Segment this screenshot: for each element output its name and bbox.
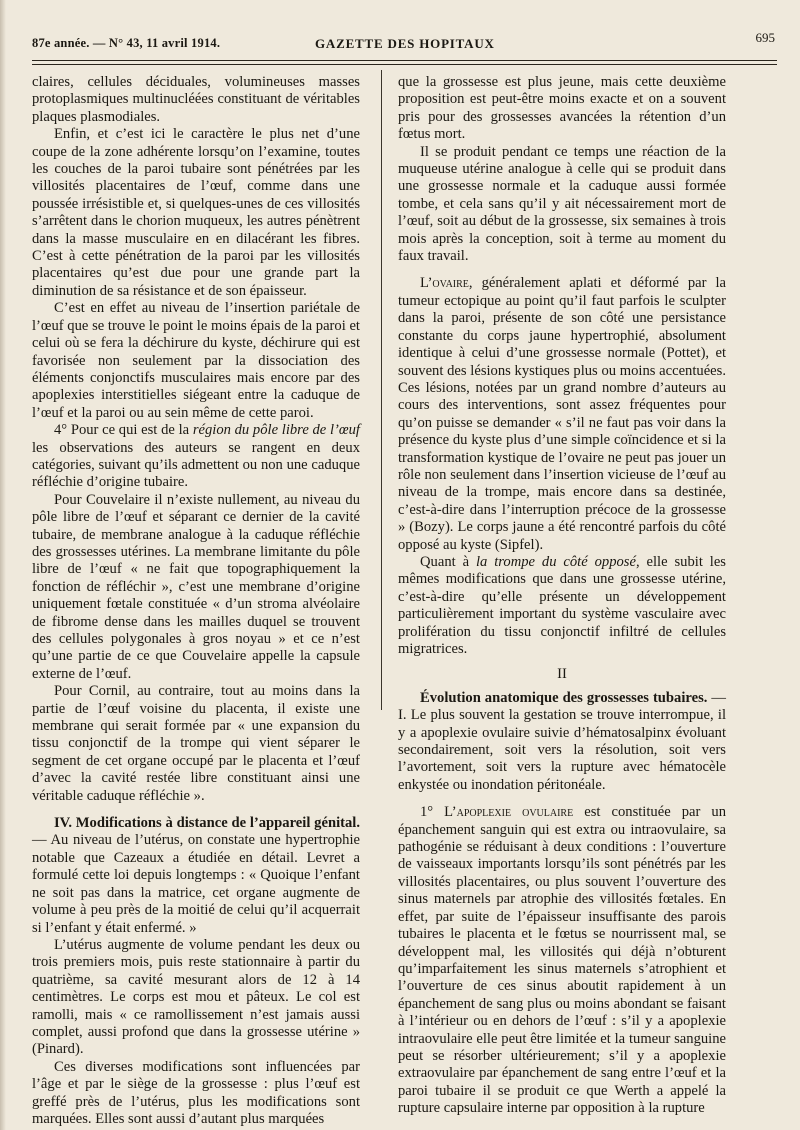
paragraph: L’utérus augmente de volume pendant les deux ou trois premiers mois, puis reste stationnaire à partir du quatrième, sa cavité mesurant alors de 12 à 14 centimètres. Le corps est mou et pâteux. Le col est ramolli, mais « ce ramollissement n’est jamais aussi complet, aussi profond que dans la grossesse utérine » (Pinard). bbox=[32, 936, 360, 1058]
paragraph: Il se produit pendant ce temps une réaction de la muqueuse utérine analogue à celle qui se produit dans une grossesse normale et la caduque aussi formée tombe, et cela sans qu’il y ait nécessairement mort de l’œuf, soit au début de la grossesse, six semaines à trois mois après la conception, soit à terme au moment du faux travail. bbox=[398, 143, 726, 265]
paragraph-rest: , elle subit les mêmes modifications que dans une grossesse utérine, c’est-à-dire qu’elle présente un développement particulièrement important du système vasculaire avec prolifération du tissu conjonctif infiltré de cellules migratrices. bbox=[398, 553, 726, 657]
paragraph-rest: — I. Le plus souvent la gestation se trouve interrompue, il y a apoplexie ovulaire suivie d’hématosalpinx évoluant secondairement, soit vers la résolution, soit vers l’avortement, soit vers la rupture avec hématocèle enkystée ou inondation péritonéale. bbox=[398, 689, 726, 793]
small-caps-term: 1° L’apoplexie ovulaire bbox=[420, 804, 574, 821]
column-divider bbox=[381, 70, 382, 710]
paragraph-lead: 4° Pour ce qui est de la bbox=[54, 422, 193, 439]
paragraph-rest: — Au niveau de l’utérus, on constate une hypertrophie notable que Cazeaux a étudiée en détail. Levret a formulé cette loi depuis longtemps : « Quoique l’enfant ne soit pas dans la matrice, cet organe augmente de volume à peu près de la moitié de celui qu’il acquerrait si l’enfant y était enfermé. » bbox=[32, 832, 360, 936]
paragraph: C’est en effet au niveau de l’insertion pariétale de l’œuf que se trouve le point le moins épais de la paroi et celui où se fera la déchirure du kyste, déchirure qui est favorisée non seulement par la dissociation des éléments conjonctifs musculaires mais encore par des apoplexies interstitielles siégeant entre la caduque de l’œuf et la paroi ou au sein même de cette paroi. bbox=[32, 300, 360, 421]
spacer bbox=[398, 794, 726, 804]
paragraph bbox=[398, 804, 726, 1117]
paragraph: Pour Couvelaire il n’existe nullement, au niveau du pôle libre de l’œuf et séparant ce dernier de la cavité tubaire, de membrane analogue à la caduque réfléchie des grossesses utérines. La membrane limitante du pôle libre de l’œuf « ne fait que topographiquement la fonction de réfléchir », c’est une membrane d’origine uniquement fœtale constituée « d’un stroma alvéolaire de fibrome dense dans les mailles duquel se trouvent des cellules polygonales à gros noyau » et ce n’est qu’une partie de ce que Couvelaire appelle la capsule externe de l’œuf. bbox=[32, 491, 360, 682]
section-number: II bbox=[557, 666, 567, 683]
paragraph-lead: Quant à bbox=[420, 553, 476, 570]
paragraph: Pour Cornil, au contraire, tout au moins dans la partie de l’œuf voisine du placenta, il existe une membrane qui serait formée par « une expansion du tissu conjonctif de la trompe qui vient séparer le segment de cet organe occupé par le placenta et l’œuf d’avec la cavité restée libre constituant ainsi une véritable caduque réfléchie ». bbox=[32, 683, 360, 804]
paragraph: Enfin, et c’est ici le caractère le plus net d’une coupe de la zone adhérente lorsqu’on l’examine, toutes les couches de la paroi tubaire sont pénétrées par les villosités placentaires de l’œuf, comme dans une poussée irrésistible et, si quelques-unes de ces villosités s’arrêtent dans le chorion muqueux, les autres pénètrent dans la masse musculaire en en dilacérant les fibres. C’est à cette pénétration de la paroi par les villosités placentaires qu’est due pour une grande part la diminution de sa résistance et de son épaisseur. bbox=[32, 126, 360, 299]
page-edge-shadow bbox=[0, 0, 6, 1130]
section-paragraph bbox=[32, 815, 360, 937]
section-heading: Évolution anatomique des grossesses tubaires. bbox=[420, 689, 708, 706]
paragraph: Ces diverses modifications sont influencées par l’âge et par le siège de la grossesse : plus l’œuf est greffé près de l’utérus, plus les modifications sont marquées. Elles sont aussi d’autant plus marquées bbox=[32, 1058, 360, 1127]
header-rule-top bbox=[32, 60, 777, 61]
spacer bbox=[32, 805, 360, 815]
header-rule-bottom bbox=[32, 64, 777, 65]
paragraph-rest: est constituée par un épanchement sanguin qui est extra ou intraovulaire, sa pathogénie se réduisant à deux conditions : l’ouverture de vaisseaux importants lorsqu’ils sont pénétrés par les villosités placentaires, ou plus souvent l’ouverture des sinus maternels par atrophie des villosités fœtales. En effet, par suite de l’épaisseur insuffisante des parois tubaires le placenta et le fœtus se nourrissent mal, se développent mal, les villosités qui déjà n’obturent qu’imparfaitement les sinus maternels s’atrophient et l’ouverture de ces sinus aboutit rapidement à un épanchement de sang plus ou moins abondant se faisant à l’intérieur ou en dehors de l’œuf : s’il y a apoplexie intraovulaire elle peut être limitée et la tumeur sanguine peut se résorber ultérieurement; s’il y a apoplexie extraovulaire par épanchement de sang entre l’œuf et la paroi tubaire il se produit ce que Werth a appelé la rupture capsulaire interne par opposition à la rupture bbox=[398, 804, 726, 1117]
paragraph: claires, cellules déciduales, volumineuses masses protoplasmiques multinucléées constituant de véritables plaques plasmodiales. bbox=[32, 74, 360, 125]
paragraph-rest: , généralement aplati et déformé par la tumeur ectopique au point qu’il faut parfois le sculpter dans la paroi, présente de son côté une persistance constante du corps jaune hypertrophié, absolument identique à celui d’une grossesse normale (Pottet), et souvent des lésions kystiques plus ou moins accentuées. Ces lésions, notées par un grand nombre d’auteurs au cours des interventions, sont assez fréquentes pour qu’on puisse se demander « s’il ne faut pas voir dans la présence du kyste plus d’une simple coïncidence et si la transformation kystique de l’ovaire ne peut pas jouer un rôle non seulement dans l’insertion vicieuse de l’œuf au niveau de la trompe, mais encore dans sa destinée, c’est-à-dire dans l’interruption précoce de la grossesse » (Bozy). Le corps jaune a été rencontré parfois du côté opposé au kyste (Sipfel). bbox=[398, 275, 726, 553]
italic-term: région du pôle libre de l’œuf bbox=[192, 422, 360, 439]
issue-info: 87e année. — N° 43, 11 avril 1914. bbox=[32, 36, 221, 50]
section-paragraph bbox=[398, 690, 726, 794]
italic-term: la trompe du côté opposé bbox=[475, 553, 636, 570]
small-caps-term: L’ovaire bbox=[420, 275, 469, 292]
paragraph bbox=[398, 554, 726, 658]
paragraph bbox=[32, 422, 360, 492]
right-column bbox=[398, 74, 726, 1117]
paragraph-rest: les observations des auteurs se rangent en deux catégories, suivant qu’ils admettent ou non une caduque réfléchie d’origine tubaire. bbox=[32, 439, 360, 491]
paragraph bbox=[398, 275, 726, 554]
page-number: 695 bbox=[755, 30, 775, 45]
spacer bbox=[398, 265, 726, 275]
running-header bbox=[32, 30, 777, 54]
paragraph: que la grossesse est plus jeune, mais cette deuxième proposition est peut-être moins exacte et on a souvent pris pour des grossesses avancées la rétention d’un fœtus mort. bbox=[398, 74, 726, 143]
section-heading: IV. Modifications à distance de l’appareil génital. bbox=[54, 815, 360, 832]
left-column bbox=[32, 74, 360, 1127]
journal-title: GAZETTE DES HOPITAUX bbox=[315, 36, 495, 51]
